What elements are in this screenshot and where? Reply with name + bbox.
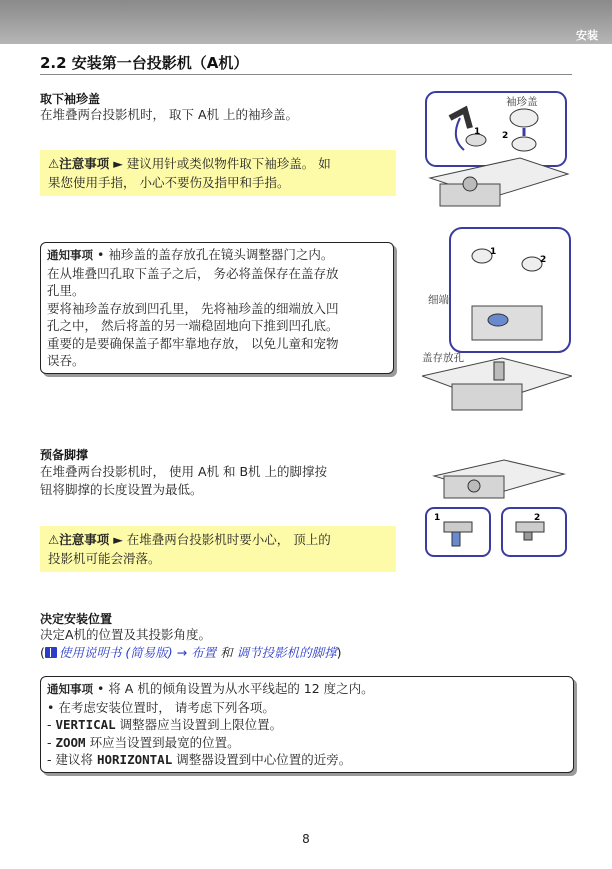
title-divider [40, 74, 572, 75]
horizontal-keyword: HORIZONTAL [96, 752, 173, 767]
caution-text: 果您使用手指， 小心不要伤及指甲和手指。 [48, 175, 290, 190]
note-label: 通知事项 [47, 248, 93, 262]
note-line: • 袖珍盖的盖存放孔在镜头调整器门之内。 [96, 247, 334, 262]
feet-heading: 预备脚撑 [40, 448, 89, 462]
feet-body-line: 在堆叠两台投影机时， 使用 A机 和 B机 上的脚撑按 [40, 464, 327, 479]
lens-cap-label: 袖珍盖 [506, 96, 538, 108]
manual-reference: 使用说明书 (简易版) → [58, 645, 188, 660]
note-prefix: - [47, 734, 56, 750]
step-2-marker: 2 [540, 255, 547, 265]
note-text: 调整器应当设置到上限位置。 [115, 717, 283, 732]
caution-label: ⚠注意事项 [48, 156, 110, 171]
step-1-marker: 1 [434, 513, 441, 523]
step-2-marker: 2 [502, 131, 509, 141]
note-line: 误吞。 [47, 353, 85, 368]
ref-paren: ( [40, 645, 45, 660]
note-line: • 将 A 机的倾角设置为从水平线起的 12 度之内。 [96, 681, 374, 696]
note-prefix: - [47, 717, 56, 732]
link-adjust-feet[interactable]: 调节投影机的脚撑 [236, 645, 337, 660]
caution-text: 投影机可能会滑落。 [48, 551, 161, 566]
projector-feet-illustration [424, 446, 572, 564]
note-prefix: - 建议将 [47, 752, 97, 767]
note-line: 要将袖珍盖存放到凹孔里， 先将袖珍盖的细端放入凹 [47, 300, 339, 316]
page-title: 2.2 安装第一台投影机（A机） [40, 54, 249, 72]
note-line [47, 751, 567, 769]
lens-cap-storage-illustration [422, 226, 572, 416]
cap-storage-hole-label: 盖存放孔 [422, 352, 464, 364]
feet-body [40, 463, 327, 499]
thin-end-label: 细端 [428, 294, 449, 306]
header-bar [0, 0, 612, 44]
position-body: 决定A机的位置及其投影角度。 [40, 627, 212, 642]
link-arrangement[interactable]: 布置 [191, 645, 217, 660]
lens-cap-caution [40, 150, 396, 196]
note-line [47, 716, 567, 734]
projector-cap-illustration [420, 88, 572, 216]
position-heading: 决定安装位置 [40, 612, 113, 626]
feet-body-line: 钮将脚撑的长度设置为最低。 [40, 482, 203, 497]
note-line: 孔之中， 然后将盖的另一端稳固地向下推到凹孔底。 [47, 318, 339, 333]
vertical-keyword: VERTICAL [55, 717, 116, 732]
feet-caution [40, 526, 396, 572]
ref-and: 和 [220, 645, 233, 660]
note-label: 通知事项 [47, 682, 93, 696]
note-line: 孔里。 [47, 283, 85, 298]
position-note [40, 676, 574, 773]
figure-adjust-feet [424, 446, 572, 564]
figure-remove-lens-cap [420, 88, 572, 216]
ref-paren: ) [336, 645, 342, 660]
book-icon [45, 647, 57, 658]
caution-text: ► 在堆叠两台投影机时要小心， 顶上的 [113, 532, 331, 547]
step-2-marker: 2 [534, 513, 541, 523]
figure-store-lens-cap [422, 226, 572, 416]
note-text: 调整器设置到中心位置的近旁。 [172, 752, 352, 767]
step-1-marker: 1 [490, 247, 497, 257]
section-label: 安装 [576, 29, 598, 42]
note-line: 重要的是要确保盖子都牢靠地存放， 以免儿童和宠物 [47, 335, 339, 351]
note-text: 环应当设置到最宽的位置。 [85, 734, 240, 750]
zoom-keyword: ZOOM [55, 734, 86, 750]
note-line [47, 734, 567, 752]
caution-text: ► 建议用针或类似物件取下袖珍盖。 如 [113, 156, 331, 171]
lens-cap-body: 在堆叠两台投影机时， 取下 A机 上的袖珍盖。 [40, 107, 298, 122]
lens-cap-note [40, 242, 394, 374]
note-line: 在从堆叠凹孔取下盖子之后， 务必将盖保存在盖存放 [47, 265, 339, 281]
page-number: 8 [302, 832, 310, 846]
position-reference [40, 644, 341, 662]
note-line: • 在考虑安装位置时， 请考虑下列各项。 [47, 699, 275, 715]
step-1-marker: 1 [474, 127, 481, 137]
lens-cap-heading: 取下袖珍盖 [40, 92, 101, 106]
caution-label: ⚠注意事项 [48, 532, 110, 547]
